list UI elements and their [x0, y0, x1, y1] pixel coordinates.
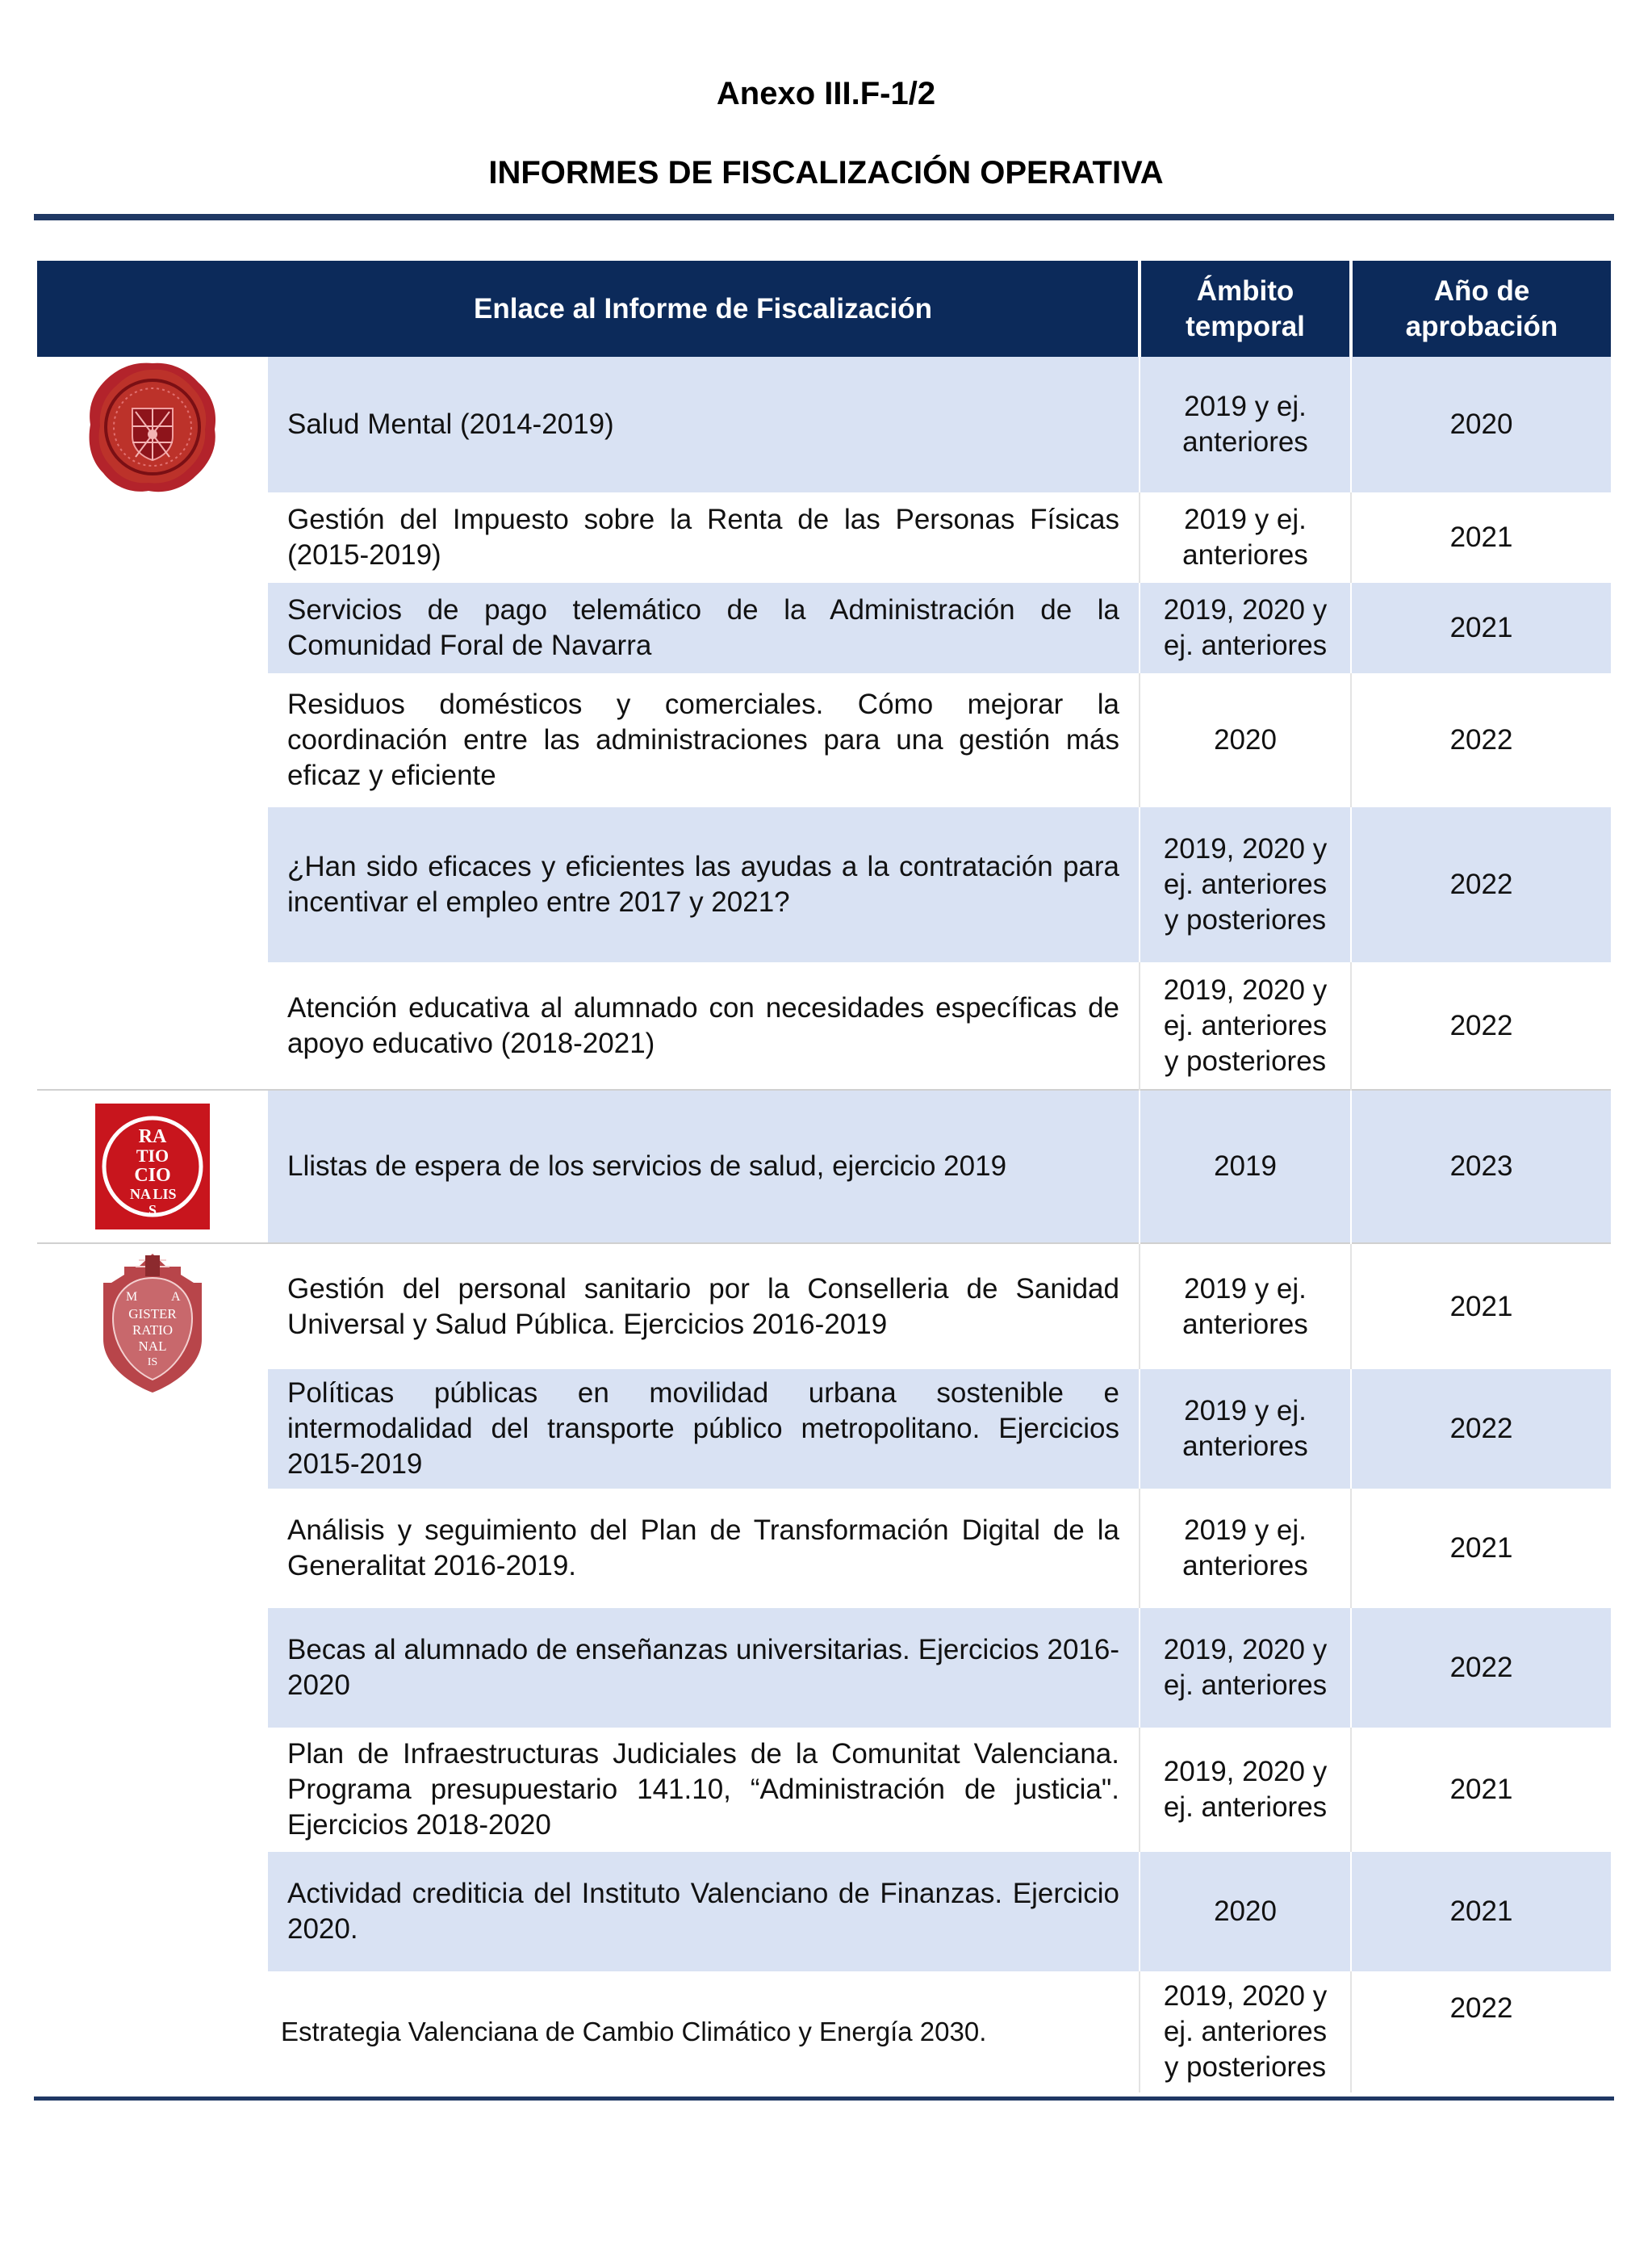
scope-line: anteriores	[1182, 426, 1308, 458]
table-row	[37, 583, 1611, 673]
header-year-line2: aprobación	[1405, 310, 1558, 342]
svg-text:RA: RA	[138, 1126, 167, 1147]
year-cell: 2022	[1351, 673, 1611, 807]
table-row	[37, 1728, 1611, 1852]
scope-cell	[1140, 673, 1351, 807]
bottom-rule	[34, 2096, 1614, 2101]
svg-text:A: A	[171, 1290, 181, 1304]
report-link-desc[interactable]: Estrategia Valenciana de Cambio Climático y Energía 2030.	[268, 1971, 1140, 2092]
svg-text:NAL: NAL	[138, 1338, 167, 1354]
valencia-seal-cell	[37, 1243, 268, 2092]
svg-text:TIO: TIO	[136, 1146, 169, 1166]
header-blank	[37, 261, 268, 357]
scope-line: 2019, 2020 y	[1163, 1634, 1328, 1665]
header-scope	[1140, 261, 1351, 357]
table-row	[37, 1243, 1611, 1369]
scope-line: ej. anteriores	[1163, 1669, 1328, 1701]
balears-seal-cell	[37, 1090, 268, 1243]
scope-line: anteriores	[1182, 1308, 1308, 1340]
scope-line: ej. anteriores	[1163, 869, 1328, 900]
table-row	[37, 1489, 1611, 1608]
year-cell: 2022	[1351, 1971, 1611, 2092]
scope-cell	[1140, 1369, 1351, 1489]
scope-line: ej. anteriores	[1163, 1009, 1328, 1041]
report-link-desc[interactable]: Gestión del Impuesto sobre la Renta de las Personas Físicas (2015-2019)	[268, 492, 1140, 583]
table-row	[37, 1971, 1611, 2092]
scope-line: 2020	[1214, 1895, 1277, 1927]
report-link-desc[interactable]: Salud Mental (2014-2019)	[268, 357, 1140, 492]
header-scope-line2: temporal	[1186, 310, 1305, 342]
svg-text:NA: NA	[130, 1186, 151, 1202]
scope-line: anteriores	[1182, 1550, 1308, 1581]
report-link-desc[interactable]: Atención educativa al alumnado con necesidades específicas de apoyo educativo (2018-2021)	[268, 962, 1140, 1090]
scope-line: 2019 y ej.	[1184, 391, 1307, 422]
report-link-desc[interactable]: Gestión del personal sanitario por la Conselleria de Sanidad Universal y Salud Pública. Ejercicios 2016-2019	[268, 1243, 1140, 1369]
header-scope-line1: Ámbito	[1196, 274, 1294, 307]
year-cell: 2022	[1351, 1369, 1611, 1489]
year-cell: 2021	[1351, 1243, 1611, 1369]
top-rule	[34, 214, 1614, 220]
report-link-desc[interactable]: Políticas públicas en movilidad urbana sostenible e intermodalidad del transporte público metropolitano. Ejercicios 2015-2019	[268, 1369, 1140, 1489]
balears-seal-icon	[94, 1102, 211, 1231]
table-row	[37, 807, 1611, 962]
year-cell: 2023	[1351, 1090, 1611, 1243]
report-link-desc[interactable]: Llistas de espera de los servicios de salud, ejercicio 2019	[268, 1090, 1140, 1243]
scope-line: ej. anteriores	[1163, 630, 1328, 661]
svg-text:GISTER: GISTER	[128, 1306, 177, 1322]
report-link-desc[interactable]: ¿Han sido eficaces y eficientes las ayudas a la contratación para incentivar el empleo entre 2017 y 2021?	[268, 807, 1140, 962]
scope-line: 2019	[1214, 1150, 1277, 1182]
scope-line: 2019, 2020 y	[1163, 1980, 1328, 2012]
scope-line: 2019, 2020 y	[1163, 594, 1328, 626]
scope-line: 2019 y ej.	[1184, 504, 1307, 535]
scope-line: 2019, 2020 y	[1163, 1756, 1328, 1787]
page-title: INFORMES DE FISCALIZACIÓN OPERATIVA	[488, 155, 1164, 191]
svg-text:S: S	[148, 1202, 157, 1218]
report-link-desc[interactable]: Residuos domésticos y comerciales. Cómo mejorar la coordinación entre las administraciones para una gestión más eficaz y eficiente	[268, 673, 1140, 807]
annex-label: Anexo III.F-1/2	[716, 76, 936, 111]
report-link-desc[interactable]: Servicios de pago telemático de la Administración de la Comunidad Foral de Navarra	[268, 583, 1140, 673]
scope-line: ej. anteriores	[1163, 2016, 1328, 2047]
scope-cell	[1140, 357, 1351, 492]
table-row	[37, 1852, 1611, 1971]
year-cell: 2021	[1351, 1728, 1611, 1852]
reports-table	[37, 261, 1611, 2092]
scope-line: ej. anteriores	[1163, 1791, 1328, 1823]
scope-cell	[1140, 962, 1351, 1090]
table-row	[37, 1090, 1611, 1243]
table-row	[37, 357, 1611, 492]
scope-line: 2019 y ej.	[1184, 1395, 1307, 1426]
scope-line: y posteriores	[1164, 2051, 1327, 2083]
scope-cell	[1140, 492, 1351, 583]
scope-line: anteriores	[1182, 539, 1308, 571]
table-row	[37, 673, 1611, 807]
table-row	[37, 1608, 1611, 1728]
scope-cell	[1140, 1971, 1351, 2092]
report-link-desc[interactable]: Análisis y seguimiento del Plan de Transformación Digital de la Generalitat 2016-2019.	[268, 1489, 1140, 1608]
table-row	[37, 962, 1611, 1090]
report-link-desc[interactable]: Becas al alumnado de enseñanzas universitarias. Ejercicios 2016-2020	[268, 1608, 1140, 1728]
navarra-seal-cell	[37, 357, 268, 1090]
table-row	[37, 1369, 1611, 1489]
report-link-desc[interactable]: Actividad crediticia del Instituto Valenciano de Finanzas. Ejercicio 2020.	[268, 1852, 1140, 1971]
year-cell: 2021	[1351, 492, 1611, 583]
year-cell: 2021	[1351, 1852, 1611, 1971]
scope-line: anteriores	[1182, 1430, 1308, 1462]
scope-cell	[1140, 807, 1351, 962]
scope-line: 2019, 2020 y	[1163, 833, 1328, 865]
scope-line: 2020	[1214, 724, 1277, 756]
svg-text:LIS: LIS	[153, 1186, 177, 1202]
header-link: Enlace al Informe de Fiscalización	[268, 261, 1140, 357]
header-year	[1351, 261, 1611, 357]
table-header	[37, 261, 1611, 357]
svg-text:M: M	[126, 1290, 138, 1304]
table-row	[37, 492, 1611, 583]
scope-line: 2019 y ej.	[1184, 1272, 1307, 1305]
scope-cell	[1140, 583, 1351, 673]
year-cell: 2022	[1351, 807, 1611, 962]
scope-line: 2019 y ej.	[1184, 1514, 1307, 1546]
scope-cell	[1140, 1608, 1351, 1728]
year-cell: 2021	[1351, 583, 1611, 673]
svg-text:CIO: CIO	[134, 1165, 171, 1186]
year-cell: 2022	[1351, 1608, 1611, 1728]
scope-cell	[1140, 1090, 1351, 1243]
year-cell: 2020	[1351, 357, 1611, 492]
svg-text:RATIO: RATIO	[132, 1322, 174, 1338]
navarra-seal-icon	[84, 358, 221, 496]
scope-cell	[1140, 1852, 1351, 1971]
scope-line: y posteriores	[1164, 1045, 1327, 1077]
svg-text:IS: IS	[147, 1356, 158, 1368]
valencia-seal-icon	[94, 1250, 211, 1396]
year-cell: 2022	[1351, 962, 1611, 1090]
year-cell: 2021	[1351, 1489, 1611, 1608]
scope-line: 2019, 2020 y	[1163, 974, 1328, 1006]
report-link-desc[interactable]: Plan de Infraestructuras Judiciales de la Comunitat Valenciana. Programa presupuestario 141.10, “Administración de justicia". Ejercicios 2018-2020	[268, 1728, 1140, 1852]
scope-cell	[1140, 1243, 1351, 1369]
scope-line: y posteriores	[1164, 904, 1327, 936]
scope-cell	[1140, 1728, 1351, 1852]
header-year-line1: Año de	[1433, 274, 1530, 307]
scope-cell	[1140, 1489, 1351, 1608]
